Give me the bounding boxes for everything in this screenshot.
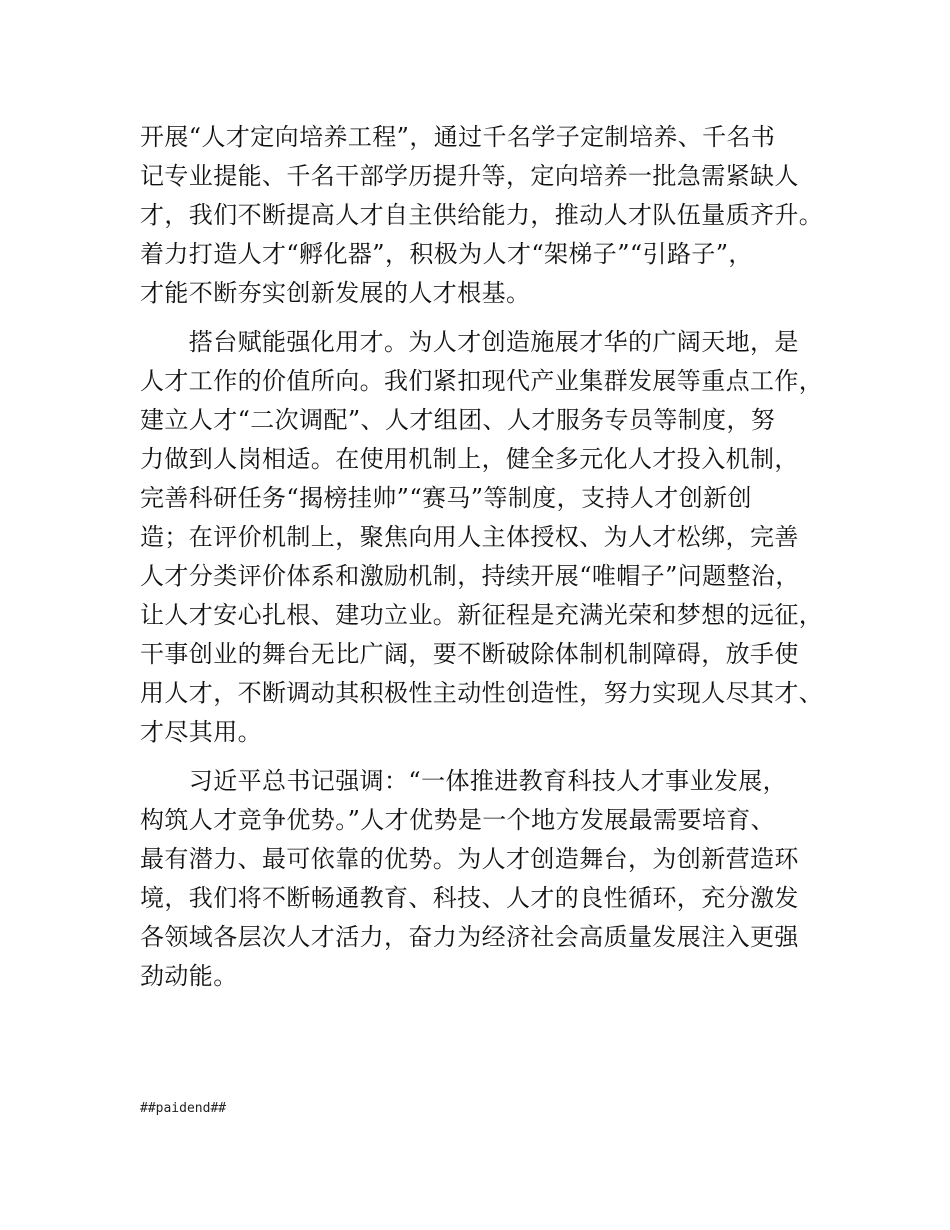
paragraph-2 (140, 323, 840, 752)
text-line: 人才分类评价体系和激励机制，持续开展“唯帽子”问题整治， (140, 562, 800, 590)
text-line: 搭台赋能强化用才。为人才创造施展才华的广阔天地，是 (140, 328, 799, 356)
text-line: 建立人才“二次调配”、人才组团、人才服务专员等制度，努 (140, 406, 776, 434)
end-marker: ##paidend## (140, 1101, 227, 1116)
text-line: 才，我们不断提高人才自主供给能力，推动人才队伍量质齐升。 (140, 201, 824, 229)
text-line: 境，我们将不断畅通教育、科技、人才的良性循环，充分激发 (140, 884, 799, 912)
text-line: 记专业提能、千名干部学历提升等，定向培养一批急需紧缺人 (140, 162, 799, 190)
paragraph-1 (140, 118, 840, 313)
paragraph-spacer (140, 752, 840, 762)
text-line: 让人才安心扎根、建功立业。新征程是充满光荣和梦想的远征， (140, 601, 824, 629)
text-line: 习近平总书记强调：“一体推进教育科技人才事业发展， (140, 767, 788, 795)
paragraph-3 (140, 762, 840, 996)
text-line: 才能不断夯实创新发展的人才根基。 (140, 279, 531, 307)
text-line: 力做到人岗相适。在使用机制上，健全多元化人才投入机制， (140, 445, 799, 473)
text-line: 人才工作的价值所向。我们紧扣现代产业集群发展等重点工作， (140, 367, 824, 395)
paragraph-spacer (140, 313, 840, 323)
text-line: 着力打造人才“孵化器”，积极为人才“架梯子”“引路子”， (140, 240, 753, 268)
text-line: 各领域各层次人才活力，奋力为经济社会高质量发展注入更强 (140, 923, 799, 951)
text-line: 干事创业的舞台无比广阔，要不断破除体制机制障碍，放手使 (140, 640, 799, 668)
document-body (140, 118, 840, 996)
text-line: 用人才，不断调动其积极性主动性创造性，努力实现人尽其才、 (140, 679, 824, 707)
text-line: 完善科研任务“揭榜挂帅”“赛马”等制度，支持人才创新创 (140, 484, 752, 512)
text-line: 构筑人才竞争优势。”人才优势是一个地方发展最需要培育、 (140, 806, 776, 834)
text-line: 劲动能。 (140, 962, 238, 990)
text-line: 才尽其用。 (140, 718, 262, 746)
text-line: 造；在评价机制上，聚焦向用人主体授权、为人才松绑，完善 (140, 523, 799, 551)
text-line: 最有潜力、最可依靠的优势。为人才创造舞台，为创新营造环 (140, 845, 799, 873)
text-line: 开展“人才定向培养工程”，通过千名学子定制培养、千名书 (140, 123, 776, 151)
